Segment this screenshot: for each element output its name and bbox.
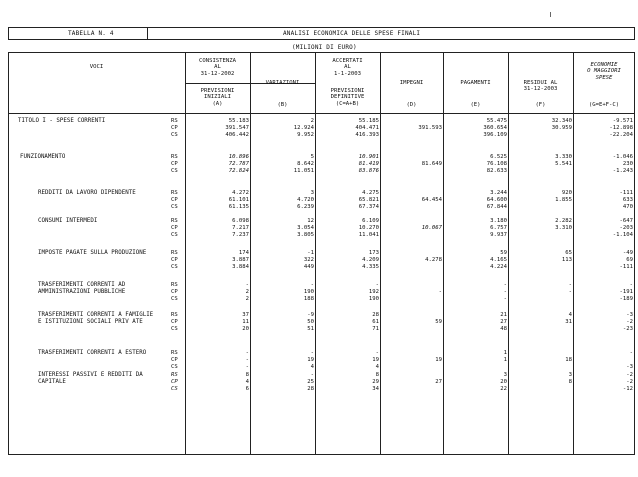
cell-b: 12 3.054 3.805	[297, 218, 314, 238]
row-label: FUNZIONAMENTO	[20, 154, 66, 160]
row-label: TRASFERIMENTI CORRENTI A ESTERO	[38, 350, 147, 356]
cell-d: 19	[435, 357, 442, 363]
cell-a: 6.098 7.217 7.237	[232, 218, 249, 238]
cell-f: 3 8	[568, 372, 572, 385]
cell-d: -	[438, 289, 442, 295]
col-pagamenti-header: PAGAMENTI	[460, 80, 491, 86]
col-previsioni-iniziali-header: PREVISIONI INIZIALI (A)	[200, 88, 235, 107]
col-divider	[380, 52, 381, 455]
col-variazioni-header: VARIAZIONI	[265, 80, 300, 86]
col-consistenza-header: CONSISTENZA AL 31-12-2002	[198, 58, 237, 77]
col-divider	[250, 52, 251, 455]
cell-e: 3 20 22	[500, 372, 507, 392]
col-accertati-header: ACCERTATI AL 1-1-2003	[332, 58, 363, 77]
col-variazioni-code: (B)	[277, 102, 288, 108]
col-divider	[185, 52, 186, 455]
cell-c: 28 61 71	[372, 312, 379, 332]
cell-d: 59	[435, 319, 442, 325]
cell-g: - -191 -189	[619, 282, 633, 302]
row-label: REDDITI DA LAVORO DIPENDENTE	[38, 190, 136, 196]
cell-e: 3.244 64.600 67.844	[486, 190, 507, 210]
row-codes: RS CP CS	[171, 282, 178, 302]
cell-e: 3.180 6.757 9.937	[490, 218, 507, 238]
row-label: TRASFERIMENTI CORRENTI A FAMIGLIE E ISTITUZIONI SOCIALI PRIV ATE	[38, 312, 154, 325]
cell-d: 27	[435, 379, 442, 385]
cell-d: 10.067	[421, 225, 442, 231]
cell-b: - 25 28	[307, 372, 314, 392]
cell-c: - 192 190	[368, 282, 379, 302]
col-divider	[508, 52, 509, 455]
col-divider	[315, 52, 316, 455]
cell-d: 64.454	[421, 197, 442, 203]
cell-e: 21 27 48	[500, 312, 507, 332]
cell-d: 81.649	[421, 161, 442, 167]
row-codes: RS CP CS	[171, 312, 178, 332]
cell-e: - - -	[503, 282, 507, 302]
cell-c: 10.901 81.419 83.876	[358, 154, 379, 174]
cell-e: 59 4.165 4.224	[490, 250, 507, 270]
cell-d: 4.278	[425, 257, 442, 263]
cell-b: -1 322 449	[303, 250, 314, 270]
cell-f: 18	[565, 357, 572, 363]
cell-g: -1.046 230 -1.243	[612, 154, 633, 174]
cell-c: 4.275 65.821 67.374	[358, 190, 379, 210]
cell-e: 1 1	[503, 350, 507, 363]
cell-e: 6.525 76.108 82.633	[486, 154, 507, 174]
cell-f: 2.282 3.310	[555, 218, 572, 231]
col-impegni-header: IMPEGNI	[399, 80, 424, 86]
cell-a: - 2 2	[245, 282, 249, 302]
row-label: CONSUMI INTERMEDI	[38, 218, 98, 224]
row-label: TITOLO I - SPESE CORRENTI	[18, 118, 106, 124]
row-label: INTERESSI PASSIVI E REDDITI DA CAPITALE	[38, 372, 143, 385]
page-title: ANALISI ECONOMICA DELLE SPESE FINALI	[283, 30, 421, 37]
cell-g: -2 -2 -12	[622, 372, 633, 392]
cell-b: 2 12.924 9.952	[293, 118, 314, 138]
row-label: TRASFERIMENTI CORRENTI AD AMMINISTRAZIONI PUBBLICHE	[38, 282, 126, 295]
cell-f: 32.340 30.959	[551, 118, 572, 131]
header-separator	[8, 113, 635, 114]
cell-d: 391.593	[418, 125, 442, 131]
cell-c: 55.185 404.471 416.393	[355, 118, 379, 138]
unit-label: (MILIONI DI EURO)	[292, 44, 357, 51]
cell-a: 174 3.887 3.884	[232, 250, 249, 270]
row-codes: RS CP CS	[171, 372, 178, 392]
col-residui-header: RESIDUI AL 31-12-2003	[523, 80, 558, 93]
cell-c: - 19 4	[372, 350, 379, 370]
cell-b: 3 4.720 6.239	[297, 190, 314, 210]
cell-f: 65 113	[561, 250, 572, 263]
cell-a: - - -	[245, 350, 249, 370]
cell-c: 173 4.209 4.335	[362, 250, 379, 270]
col-previsioni-definitive-header: PREVISIONI DEFINITIVE (C=A+B)	[330, 88, 365, 107]
cell-f: 920 1.855	[555, 190, 572, 203]
col-divider	[443, 52, 444, 455]
cell-b: - 19 4	[307, 350, 314, 370]
cell-b: 5 8.642 11.051	[293, 154, 314, 174]
col-economie-header: ECONOMIE O MAGGIORI SPESE	[587, 62, 621, 81]
cell-b: - 190 188	[303, 282, 314, 302]
row-codes: RS CP CS	[171, 190, 178, 210]
cell-e: 55.475 360.654 396.109	[483, 118, 507, 138]
table-number: TABELLA N. 4	[68, 30, 114, 37]
row-codes: RS CP CS	[171, 350, 178, 370]
cell-a: 55.183 391.547 406.442	[225, 118, 249, 138]
cell-f: 3.330 5.541	[555, 154, 572, 167]
cell-a: 8 4 6	[245, 372, 249, 392]
cell-c: 6.109 10.270 11.041	[358, 218, 379, 238]
cell-g: - -3	[626, 350, 633, 370]
col-pagamenti-code: (E)	[470, 102, 481, 108]
cell-a: 10.896 72.787 72.824	[228, 154, 249, 174]
cell-c: 8 29 34	[372, 372, 379, 392]
row-label: IMPOSTE PAGATE SULLA PRODUZIONE	[38, 250, 147, 256]
cell-f: 4 31	[565, 312, 572, 325]
row-codes: RS CP CS	[171, 154, 178, 174]
cell-f: - -	[568, 282, 572, 295]
cell-b: -9 50 51	[307, 312, 314, 332]
row-codes: RS CP CS	[171, 218, 178, 238]
col-residui-code: (F)	[535, 102, 546, 108]
cell-g: -3 -2 -23	[622, 312, 633, 332]
cell-g: -647 -203 -1.104	[612, 218, 633, 238]
cell-a: 37 11 20	[242, 312, 249, 332]
row-codes: RS CP CS	[171, 250, 178, 270]
col-voci-header: VOCI	[89, 64, 104, 70]
cell-g: -9.571 -12.898 -22.204	[609, 118, 633, 138]
cell-g: -111 633 470	[619, 190, 633, 210]
cell-a: 4.272 61.101 61.135	[228, 190, 249, 210]
col-impegni-code: (D)	[406, 102, 417, 108]
col-economie-code: (G=E+F-C)	[588, 102, 620, 108]
cell-g: -49 69 -111	[619, 250, 633, 270]
row-codes: RS CP CS	[171, 118, 178, 138]
scan-mark	[550, 12, 554, 17]
